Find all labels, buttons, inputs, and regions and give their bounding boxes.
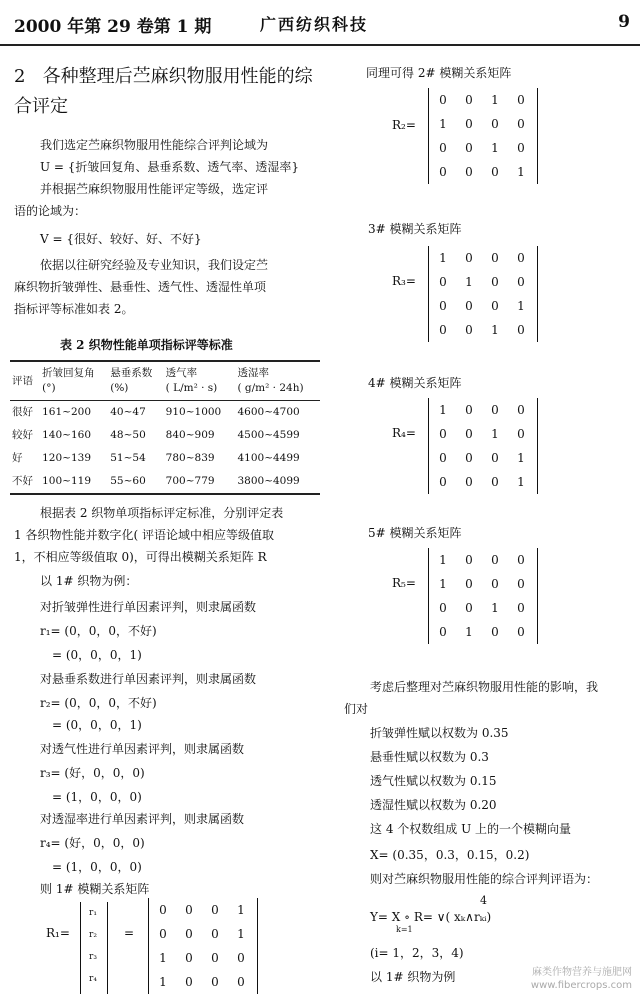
- right-lower-line: 透气性赋以权数为 0.15: [370, 774, 497, 788]
- right-lower-line: (i= 1，2，3，4): [370, 946, 464, 960]
- left-lower-line: 则 1# 模糊关系矩阵: [40, 882, 150, 896]
- journal-name: 广西纺织科技: [260, 15, 369, 34]
- table-row: [10, 424, 320, 447]
- table-header: 折皱回复角 (°): [40, 361, 108, 401]
- table-row: [10, 470, 320, 494]
- section-number: 2: [14, 66, 26, 87]
- table-cell: 4500~4599: [237, 429, 300, 441]
- matrix-r5: 1 0 0 0 1 0 0 0 0 0 1 0 0 1 0 0: [439, 553, 525, 639]
- left-paragraph-line: 麻织物折皱弹性、悬垂性、透气性、透湿性单项: [14, 280, 267, 294]
- right-intro: 同理可得 2# 模糊关系矩阵: [366, 66, 512, 80]
- table-caption: 表 2 织物性能单项指标评等标准: [60, 338, 233, 352]
- left-lower-line: 1 各织物性能并数字化( 评语论域中相应等级值取: [14, 528, 274, 542]
- formula-line: Y= X ∘ R= ∨( xₖ∧rₖᵢ): [370, 910, 492, 924]
- table-cell: 好: [12, 452, 23, 464]
- matrix-r3: 1 0 0 0 0 1 0 0 0 0 0 1 0 0 1 0: [439, 251, 525, 337]
- left-paragraph-line: 指标评等标准如表 2。: [14, 302, 134, 316]
- grade-standard-table: [10, 360, 320, 495]
- vector-entry: r₁: [89, 908, 97, 918]
- journal-issue: 2000 年第 29 卷第 1 期: [14, 17, 212, 37]
- left-lower-line: 对透气性进行单因素评判，则隶属函数: [40, 742, 245, 756]
- matrix-r5-heading: 5# 模糊关系矩阵: [368, 526, 462, 540]
- table-cell: 48~50: [110, 429, 146, 441]
- table-cell: 很好: [12, 406, 33, 418]
- table-cell: 840~909: [165, 429, 215, 441]
- left-lower-line: 以 1# 织物为例：: [40, 574, 138, 588]
- r1-vector: [83, 902, 103, 990]
- watermark-line: 麻类作物营养与施肥网: [532, 967, 632, 978]
- left-paragraph-line: U = {折皱回复角、悬垂系数、透气率、透湿率}: [40, 160, 300, 174]
- table-header: 透气率 ( L/m² · s): [164, 361, 236, 401]
- right-lower-line: X= (0.35，0.3，0.15，0.2): [370, 848, 530, 862]
- matrix-r2-label: R₂=: [392, 118, 416, 132]
- vector-entry: r₃: [89, 952, 97, 962]
- right-lower-line: 悬垂性赋以权数为 0.3: [370, 750, 489, 764]
- left-lower-line: r₂= (0，0，0，不好): [40, 696, 157, 710]
- table-cell: 4600~4700: [237, 406, 300, 418]
- left-paragraph-line: 依据以往研究经验及专业知识，我们设定苎: [40, 258, 269, 272]
- table-cell: 161~200: [42, 406, 92, 418]
- table-cell: 较好: [12, 429, 33, 441]
- right-lower-line: 们对: [344, 702, 369, 716]
- left-lower-line: r₄= (好，0，0，0): [40, 836, 145, 850]
- matrix-r3-heading: 3# 模糊关系矩阵: [368, 222, 462, 236]
- table-row: [10, 401, 320, 425]
- left-lower-line: 对透湿率进行单因素评判，则隶属函数: [40, 812, 245, 826]
- table-header: 透湿率 ( g/m² · 24h): [235, 361, 320, 401]
- left-lower-line: = (1，0，0，0): [52, 860, 142, 874]
- table-cell: 120~139: [42, 452, 92, 464]
- table-cell: 4100~4499: [237, 452, 300, 464]
- watermark: [531, 966, 632, 992]
- left-lower-line: = (1，0，0，0): [52, 790, 142, 804]
- left-lower-line: r₁= (0，0，0，不好): [40, 624, 157, 638]
- formula-upper-index: 4: [480, 894, 487, 907]
- left-lower-line: 对悬垂系数进行单因素评判，则隶属函数: [40, 672, 257, 686]
- left-lower-line: = (0，0，0，1): [52, 718, 142, 732]
- table-cell: 40~47: [110, 406, 146, 418]
- table-cell: 100~119: [40, 470, 108, 494]
- table-cell: 780~839: [165, 452, 215, 464]
- matrix-r1: 0 0 0 1 0 0 0 1 1 0 0 0 1 0 0 0: [159, 903, 245, 989]
- section-title: [14, 62, 314, 122]
- page-header: [0, 0, 640, 46]
- table-header: 评语: [10, 361, 40, 401]
- left-paragraph-line: V = {很好、较好、好、不好}: [40, 232, 202, 246]
- right-lower-line: 这 4 个权数组成 U 上的一个模糊向量: [370, 822, 572, 836]
- table-cell: 55~60: [108, 470, 163, 494]
- left-paragraph-line: 并根据苎麻织物服用性能评定等级，选定评: [40, 182, 269, 196]
- vector-entry: r₄: [89, 974, 97, 984]
- page-number: 9: [618, 12, 630, 32]
- table-cell: 51~54: [110, 452, 146, 464]
- left-paragraph-line: 我们选定苎麻织物服用性能综合评判论域为: [40, 138, 269, 152]
- table-header: 悬垂系数 (%): [108, 361, 163, 401]
- watermark-line: www.fibercrops.com: [530, 980, 632, 991]
- section-title-text: 各种整理后苎麻织物服用性能的综合评定: [14, 66, 313, 117]
- left-paragraph-line: 语的论域为：: [14, 204, 87, 218]
- right-lower-line: 则对苎麻织物服用性能的综合评判评语为：: [370, 872, 599, 886]
- left-lower-line: 1，不相应等级值取 0)，可得出模糊关系矩阵 R: [14, 550, 267, 564]
- equals-sign: =: [124, 926, 135, 940]
- table-cell: 700~779: [164, 470, 236, 494]
- left-lower-line: = (0，0，0，1): [52, 648, 142, 662]
- matrix-r4: 1 0 0 0 0 0 1 0 0 0 0 1 0 0 0 1: [439, 403, 525, 489]
- table-row: [10, 447, 320, 470]
- table-cell: 140~160: [42, 429, 92, 441]
- matrix-r4-label: R₄=: [392, 426, 416, 440]
- matrix-r2: 0 0 1 0 1 0 0 0 0 0 1 0 0 0 0 1: [439, 93, 525, 179]
- matrix-r1-label: R₁=: [46, 926, 70, 940]
- left-lower-line: r₃= (好，0，0，0): [40, 766, 145, 780]
- right-lower-line: 折皱弹性赋以权数为 0.35: [370, 726, 509, 740]
- matrix-r3-label: R₃=: [392, 274, 416, 288]
- vector-entry: r₂: [89, 930, 97, 940]
- matrix-r5-label: R₅=: [392, 576, 416, 590]
- left-lower-line: 对折皱弹性进行单因素评判，则隶属函数: [40, 600, 257, 614]
- formula-lower-index: k=1: [396, 925, 413, 934]
- right-lower-line: 考虑后整理对苎麻织物服用性能的影响，我: [370, 680, 599, 694]
- right-lower-line: 以 1# 织物为例: [370, 970, 456, 984]
- table-cell: 不好: [10, 470, 40, 494]
- left-lower-line: 根据表 2 织物单项指标评定标准，分别评定表: [40, 506, 284, 520]
- table-cell: 3800~4099: [235, 470, 320, 494]
- right-lower-line: 透湿性赋以权数为 0.20: [370, 798, 497, 812]
- table-cell: 910~1000: [165, 406, 222, 418]
- matrix-r4-heading: 4# 模糊关系矩阵: [368, 376, 462, 390]
